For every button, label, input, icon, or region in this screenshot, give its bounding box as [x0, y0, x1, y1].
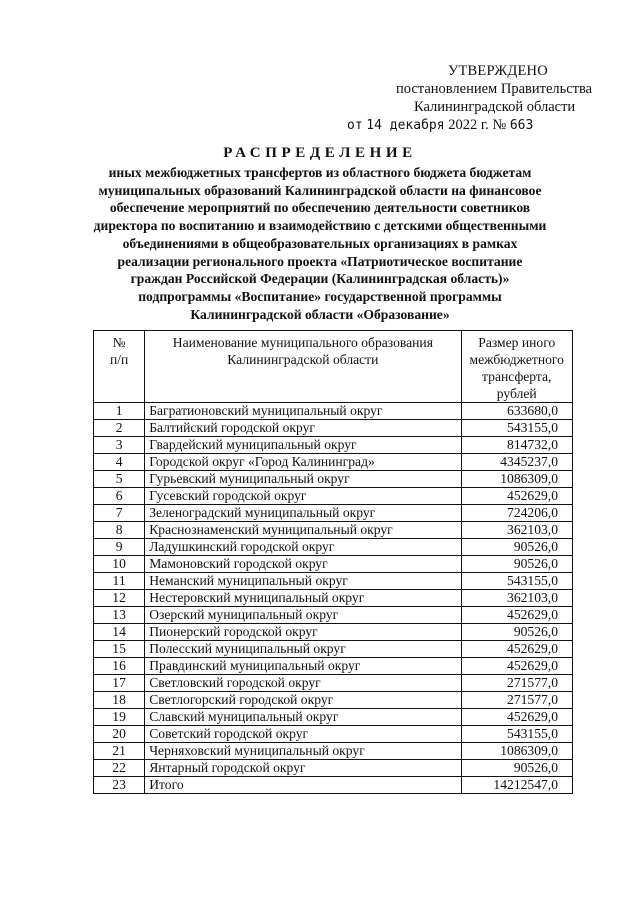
row-municipality: Правдинский муниципальный округ	[145, 658, 461, 675]
approval-decree-line: постановлением Правительства	[396, 81, 593, 97]
row-municipality: Краснознаменский муниципальный округ	[145, 522, 461, 539]
row-municipality: Светловский городской округ	[145, 675, 461, 692]
table-body	[94, 403, 573, 794]
row-municipality: Гусевский городской округ	[145, 488, 461, 505]
table-row	[94, 522, 573, 539]
row-municipality: Зеленоградский муниципальный округ	[145, 505, 461, 522]
table-row	[94, 675, 573, 692]
table-row	[94, 607, 573, 624]
row-amount: 543155,0	[461, 573, 572, 590]
row-number: 21	[94, 743, 145, 760]
table-header-row	[94, 331, 573, 403]
title-line: иных межбюджетных трансфертов из областного бюджета бюджетам	[108, 165, 532, 180]
row-amount: 271577,0	[461, 675, 572, 692]
row-number: 9	[94, 539, 145, 556]
row-number: 5	[94, 471, 145, 488]
row-municipality: Нестеровский муниципальный округ	[145, 590, 461, 607]
header-amount: Размер иного межбюджетного трансферта, рублей	[461, 331, 572, 403]
title-line: Калининградской области «Образование»	[190, 306, 450, 322]
row-number: 17	[94, 675, 145, 692]
row-amount: 90526,0	[461, 760, 572, 777]
row-municipality: Полесский муниципальный округ	[145, 641, 461, 658]
table-row	[94, 556, 573, 573]
row-number: 10	[94, 556, 145, 573]
row-number: 4	[94, 454, 145, 471]
row-number: 8	[94, 522, 145, 539]
table-row	[94, 573, 573, 590]
row-number: 3	[94, 437, 145, 454]
table-row	[94, 488, 573, 505]
date-prefix: от	[347, 118, 363, 133]
row-amount: 1086309,0	[461, 743, 572, 760]
approval-block	[330, 62, 620, 135]
row-number: 13	[94, 607, 145, 624]
row-amount: 452629,0	[461, 488, 572, 505]
date-value: 14 декабря	[366, 118, 445, 133]
row-municipality: Янтарный городской округ	[145, 760, 461, 777]
title-line: муниципальных образований Калининградской области на финансовое	[98, 182, 542, 198]
row-amount: 543155,0	[461, 420, 572, 437]
row-municipality: Итого	[145, 777, 461, 794]
title-line: граждан Российской Федерации (Калининградская область)»	[130, 271, 510, 287]
row-municipality: Балтийский городской округ	[145, 420, 461, 437]
row-municipality: Городской округ «Город Калининград»	[145, 454, 461, 471]
table-row	[94, 641, 573, 658]
header-number: № п/п	[94, 331, 145, 403]
row-number: 7	[94, 505, 145, 522]
row-amount: 452629,0	[461, 709, 572, 726]
row-number: 16	[94, 658, 145, 675]
row-amount: 633680,0	[461, 403, 572, 420]
row-number: 20	[94, 726, 145, 743]
table-row	[94, 760, 573, 777]
approval-heading: УТВЕРЖДЕНО	[448, 63, 548, 79]
row-amount: 362103,0	[461, 522, 572, 539]
document-title	[70, 144, 570, 323]
row-municipality: Светлогорский городской округ	[145, 692, 461, 709]
title-line: обеспечение мероприятий по обеспечению деятельности советников	[109, 200, 531, 216]
row-amount: 90526,0	[461, 624, 572, 641]
table-row	[94, 743, 573, 760]
row-amount: 1086309,0	[461, 471, 572, 488]
row-amount: 4345237,0	[461, 454, 572, 471]
approval-region-line: Калининградской области	[414, 99, 576, 115]
row-municipality: Гурьевский муниципальный округ	[145, 471, 461, 488]
row-amount: 724206,0	[461, 505, 572, 522]
row-number: 23	[94, 777, 145, 794]
row-number: 15	[94, 641, 145, 658]
row-amount: 452629,0	[461, 658, 572, 675]
table-row	[94, 505, 573, 522]
row-municipality: Черняховский муниципальный округ	[145, 743, 461, 760]
row-municipality: Мамоновский городской округ	[145, 556, 461, 573]
row-amount: 362103,0	[461, 590, 572, 607]
doc-number: 663	[509, 118, 534, 133]
distribution-table	[93, 330, 573, 794]
row-number: 2	[94, 420, 145, 437]
table-row	[94, 539, 573, 556]
title-line: директора по воспитанию и взаимодействию с детскими общественными	[93, 218, 547, 234]
row-municipality: Пионерский городской округ	[145, 624, 461, 641]
table-row	[94, 709, 573, 726]
row-amount: 90526,0	[461, 539, 572, 556]
row-number: 12	[94, 590, 145, 607]
row-amount: 90526,0	[461, 556, 572, 573]
row-number: 22	[94, 760, 145, 777]
row-amount: 271577,0	[461, 692, 572, 709]
header-municipality: Наименование муниципального образования Калининградской области	[145, 331, 461, 403]
table-row	[94, 454, 573, 471]
title-main: РАСПРЕДЕЛЕНИЕ	[223, 145, 417, 161]
row-municipality: Славский муниципальный округ	[145, 709, 461, 726]
table-row	[94, 471, 573, 488]
title-line: подпрограммы «Воспитание» государственной программы	[138, 288, 502, 304]
table-row	[94, 624, 573, 641]
row-municipality: Озерский муниципальный округ	[145, 607, 461, 624]
row-municipality: Неманский муниципальный округ	[145, 573, 461, 590]
date-year: 2022 г. №	[448, 117, 507, 133]
table-row	[94, 437, 573, 454]
row-municipality: Гвардейский муниципальный округ	[145, 437, 461, 454]
table-row	[94, 726, 573, 743]
table-row	[94, 692, 573, 709]
approval-date-line	[330, 116, 620, 135]
row-municipality: Советский городской округ	[145, 726, 461, 743]
row-number: 11	[94, 573, 145, 590]
title-line: объединениями в общеобразовательных организациях в рамках	[122, 235, 518, 251]
row-amount: 452629,0	[461, 607, 572, 624]
row-number: 14	[94, 624, 145, 641]
row-amount: 814732,0	[461, 437, 572, 454]
row-number: 19	[94, 709, 145, 726]
table-row	[94, 658, 573, 675]
row-number: 18	[94, 692, 145, 709]
row-number: 1	[94, 403, 145, 420]
row-municipality: Багратионовский муниципальный округ	[145, 403, 461, 420]
title-line: реализации регионального проекта «Патриотическое воспитание	[117, 253, 523, 269]
row-amount: 452629,0	[461, 641, 572, 658]
table-row	[94, 590, 573, 607]
row-amount: 14212547,0	[461, 777, 572, 794]
table-row	[94, 777, 573, 794]
table-row	[94, 403, 573, 420]
row-municipality: Ладушкинский городской округ	[145, 539, 461, 556]
table-row	[94, 420, 573, 437]
row-amount: 543155,0	[461, 726, 572, 743]
row-number: 6	[94, 488, 145, 505]
